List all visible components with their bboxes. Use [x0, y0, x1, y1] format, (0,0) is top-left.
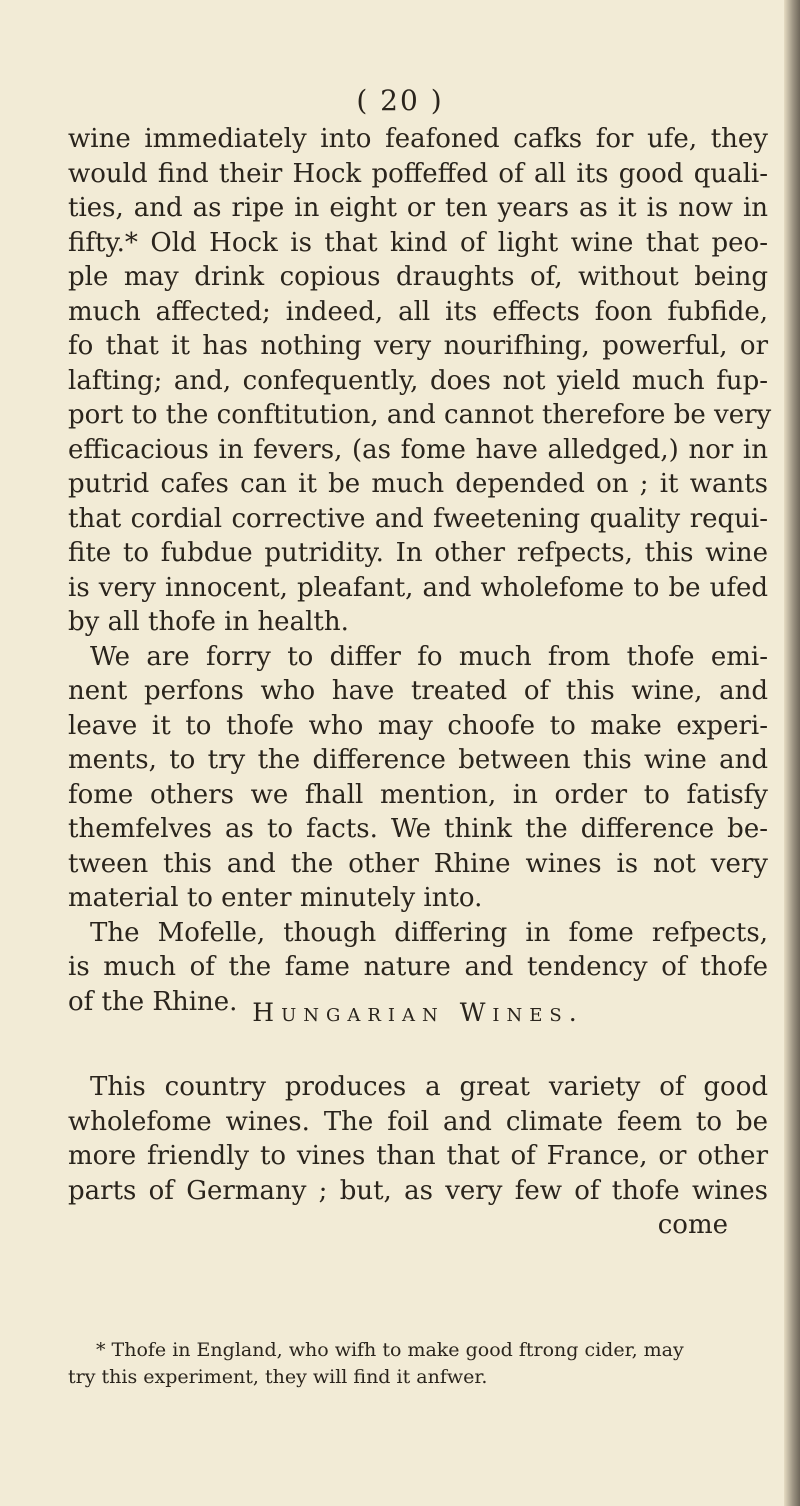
text-line: fite to fubdue putridity. In other refpects, this wine: [68, 538, 768, 568]
page-edge-shadow: [784, 0, 800, 1506]
text-line: material to enter minutely into.: [68, 883, 483, 913]
text-line: would find their Hock poffeffed of all its good quali-: [68, 158, 768, 189]
footnote-line: try this experiment, they will find it anfwer.: [68, 1366, 488, 1388]
text-line: ties, and as ripe in eight or ten years as it is now in: [68, 193, 768, 223]
text-line: The Mofelle, though differing in fome refpects,: [90, 917, 768, 948]
footnote-line: * Thofe in England, who wifh to make good ftrong cider, may: [96, 1339, 684, 1361]
text-line: ple may drink copious draughts of, without being: [68, 262, 768, 292]
text-line: of the Rhine.: [68, 986, 238, 1017]
text-line: nent perfons who have treated of this wine, and: [68, 676, 768, 706]
text-line: efficacious in fevers, (as fome have alledged,) nor in: [68, 434, 768, 465]
text-line: wholefome wines. The foil and climate feem to be: [68, 1106, 768, 1137]
text-line: parts of Germany ; but, as very few of thofe wines: [68, 1175, 768, 1206]
section-heading: Hungarian Wines.: [252, 998, 584, 1027]
text-line: is much of the fame nature and tendency of thofe: [68, 952, 768, 982]
text-line: by all thofe in health.: [68, 607, 349, 637]
footnote: [68, 1337, 768, 1391]
main-text: [68, 122, 772, 1019]
text-line: that cordial corrective and fweetening quality requi-: [68, 503, 768, 534]
text-line: much affected; indeed, all its effects foon fubfide,: [68, 296, 768, 327]
text-line: is very innocent, pleafant, and wholefome to be ufed: [68, 572, 768, 603]
page-number: ( 20 ): [356, 84, 444, 117]
catchword: come: [657, 1210, 728, 1240]
text-line: fome others we fhall mention, in order to fatisfy: [68, 779, 768, 810]
text-line: fifty.* Old Hock is that kind of light wine that peo-: [68, 227, 768, 258]
text-line: We are forry to differ fo much from thofe emi-: [90, 641, 768, 672]
text-line: lafting; and, confequently, does not yield much fup-: [68, 365, 768, 396]
text-line: fo that it has nothing very nourifhing, powerful, or: [68, 331, 768, 361]
text-line: port to the conftitution, and cannot therefore be very: [68, 400, 772, 430]
text-line: putrid cafes can it be much depended on ; it wants: [68, 469, 768, 499]
text-line: wine immediately into feafoned cafks for ufe, they: [68, 124, 768, 154]
text-line: ments, to try the difference between this wine and: [68, 745, 768, 775]
text-line: tween this and the other Rhine wines is not very: [68, 848, 768, 879]
text-line: leave it to thofe who may choofe to make experi-: [68, 710, 768, 741]
text-line: more friendly to vines than that of France, or other: [68, 1141, 768, 1171]
text-line: This country produces a great variety of good: [90, 1072, 768, 1102]
text-line: themfelves as to facts. We think the difference be-: [68, 814, 768, 844]
hungarian-text: [68, 1070, 768, 1243]
